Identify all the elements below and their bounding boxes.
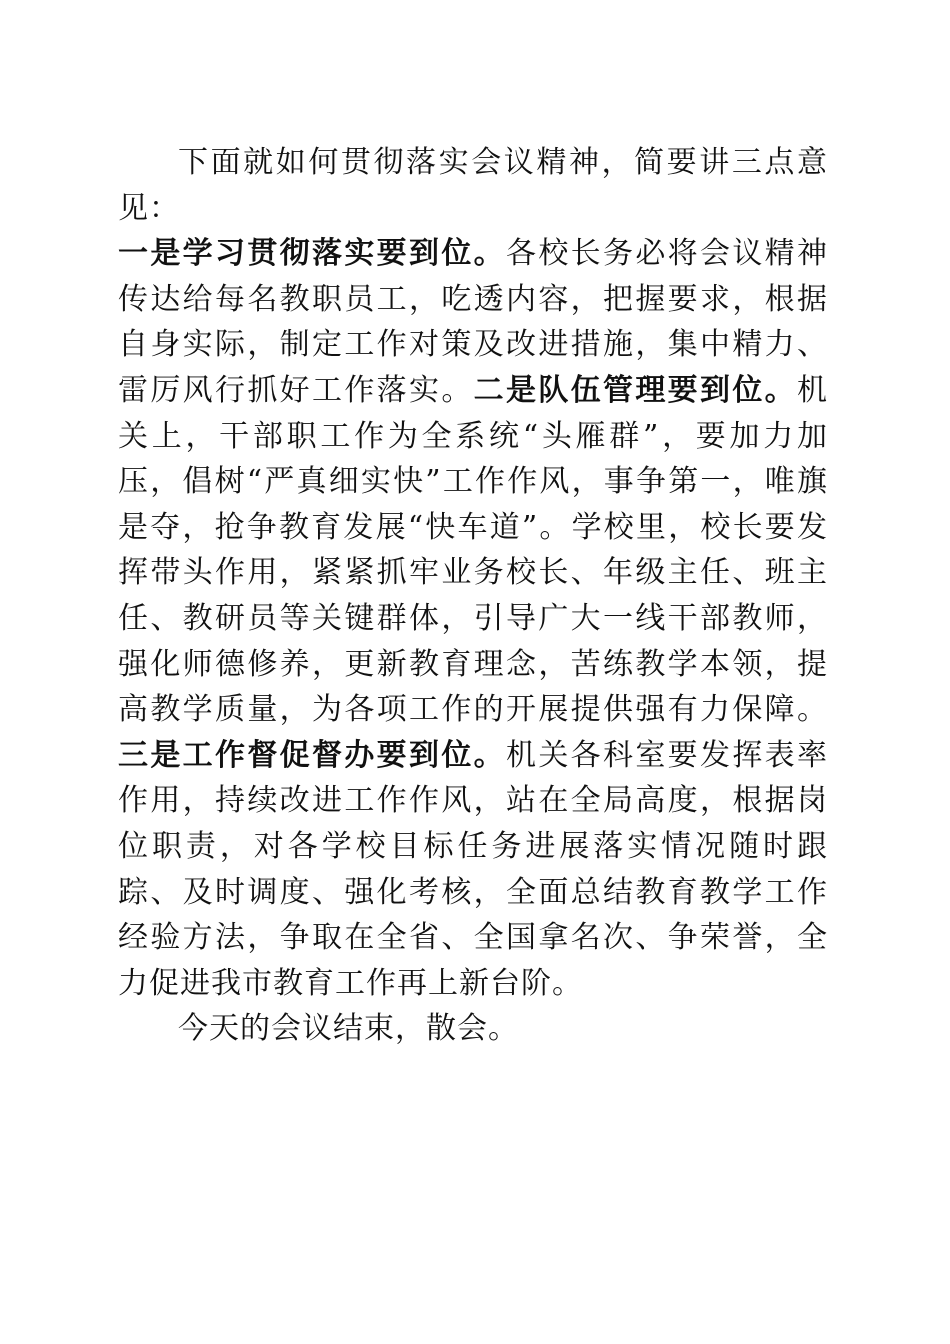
document-body bbox=[118, 140, 828, 1052]
point3-title: 三是工作督促督办要到位。 bbox=[118, 737, 506, 773]
point2-text: 机关上，干部职工作为全系统“头雁群”，要加力加压，倡树“严真细实快”工作作风，事争第一，唯旗是夺，抢争教育发展“快车道”。学校里，校长要发挥带头作用，紧紧抓牢业务校长、年级主任、班主任、教研员等关键群体，引导广大一线干部教师，强化师德修养，更新教育理念，苦练教学本领，提高教学质量，为各项工作的开展提供强有力保障。 bbox=[118, 372, 829, 728]
intro-text: 下面就如何贯彻落实会议精神，简要讲三点意见： bbox=[118, 145, 828, 226]
intro-paragraph bbox=[118, 140, 828, 231]
point1-title: 一是学习贯彻落实要到位。 bbox=[118, 236, 506, 272]
point1-text: 各校长务必将会议精神传达给每名教职员工，吃透内容，把握要求，根据自身实际，制定工作对策及改进措施，集中精力、雷厉风行抓好工作落实。 bbox=[118, 236, 828, 408]
closing-paragraph bbox=[118, 1006, 828, 1052]
point2-title: 二是队伍管理要到位。 bbox=[473, 372, 798, 408]
point3-text: 机关各科室要发挥表率作用，持续改进工作作风，站在全局高度，根据岗位职责，对各学校目标任务进展落实情况随时跟踪、及时调度、强化考核，全面总结教育教学工作经验方法，争取在全省、全国拿名次、争荣誉，全力促进我市教育工作再上新台阶。 bbox=[118, 737, 828, 1001]
closing-text: 今天的会议结束，散会。 bbox=[178, 1011, 519, 1047]
main-paragraph bbox=[118, 231, 828, 1006]
